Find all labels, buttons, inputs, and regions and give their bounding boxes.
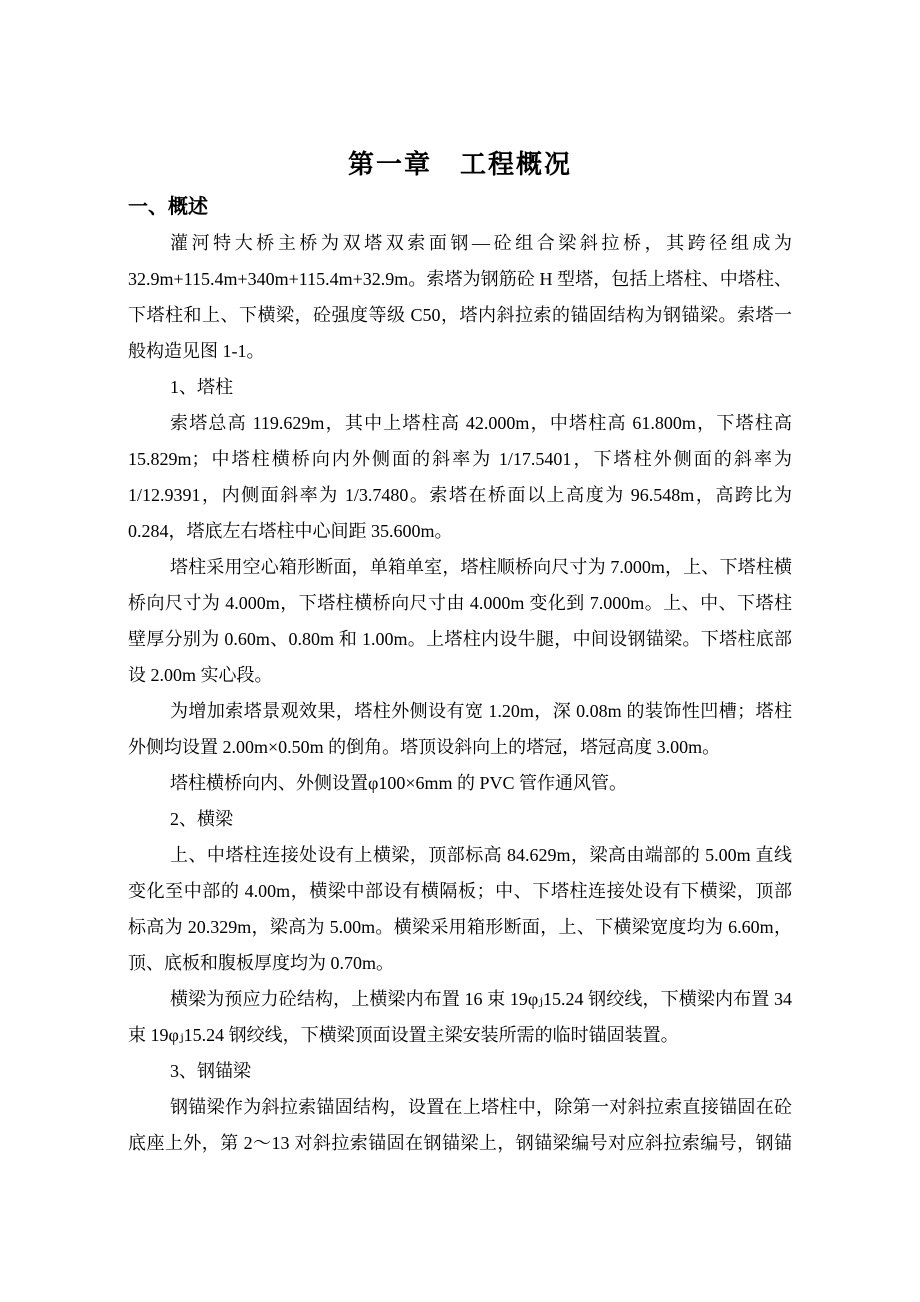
paragraph bbox=[128, 225, 792, 369]
text-line: 下塔柱和上、下横梁，砼强度等级 C50，塔内斜拉索的锚固结构为钢锚梁。索塔一 bbox=[128, 305, 792, 325]
text-line: 15.829m；中塔柱横桥向内外侧面的斜率为 1/17.5401，下塔柱外侧面的斜率为 bbox=[128, 449, 792, 469]
text-line: 2、横梁 bbox=[170, 809, 233, 829]
paragraph bbox=[128, 837, 792, 981]
document-body bbox=[128, 225, 792, 1161]
text-line: 1/12.9391，内侧面斜率为 1/3.7480。索塔在桥面以上高度为 96.548m，高跨比为 bbox=[128, 485, 792, 505]
subheading bbox=[128, 369, 792, 405]
text-line: 塔柱采用空心箱形断面，单箱单室，塔柱顺桥向尺寸为 7.000m，上、下塔柱横 bbox=[170, 557, 792, 577]
text-line: 设 2.00m 实心段。 bbox=[128, 665, 273, 685]
text-line: 上、中塔柱连接处设有上横梁，顶部标高 84.629m，梁高由端部的 5.00m 直线 bbox=[170, 845, 792, 865]
text-line: 标高为 20.329m，梁高为 5.00m。横梁采用箱形断面，上、下横梁宽度均为 6.60m， bbox=[128, 917, 792, 937]
text-line: 底座上外，第 2～13 对斜拉索锚固在钢锚梁上，钢锚梁编号对应斜拉索编号，钢锚 bbox=[128, 1133, 792, 1153]
text-line: 顶、底板和腹板厚度均为 0.70m。 bbox=[128, 953, 394, 973]
paragraph bbox=[128, 693, 792, 765]
section-heading: 一、概述 bbox=[128, 196, 208, 218]
text-line: 索塔总高 119.629m，其中上塔柱高 42.000m，中塔柱高 61.800m，下塔柱高 bbox=[170, 413, 792, 433]
text-line: 横梁为预应力砼结构，上横梁内布置 16 束 19φⱼ15.24 钢绞线，下横梁内布置 34 bbox=[170, 989, 792, 1009]
paragraph bbox=[128, 405, 792, 549]
text-line: 0.284，塔底左右塔柱中心间距 35.600m。 bbox=[128, 521, 453, 541]
text-line: 束 19φⱼ15.24 钢绞线，下横梁顶面设置主梁安装所需的临时锚固装置。 bbox=[128, 1025, 679, 1045]
chapter-title: 第一章 工程概况 bbox=[347, 150, 572, 179]
paragraph bbox=[128, 549, 792, 693]
text-line: 桥向尺寸为 4.000m，下塔柱横桥向尺寸由 4.000m 变化到 7.000m。上、中、下塔柱 bbox=[128, 593, 792, 613]
text-line: 壁厚分别为 0.60m、0.80m 和 1.00m。上塔柱内设牛腿，中间设钢锚梁。下塔柱底部 bbox=[128, 629, 792, 649]
text-line: 塔柱横桥向内、外侧设置φ100×6mm 的 PVC 管作通风管。 bbox=[170, 773, 628, 793]
text-line: 外侧均设置 2.00m×0.50m 的倒角。塔顶设斜向上的塔冠，塔冠高度 3.00m。 bbox=[128, 737, 721, 757]
text-line: 灌河特大桥主桥为双塔双索面钢—砼组合梁斜拉桥，其跨径组成为 bbox=[170, 233, 792, 253]
paragraph bbox=[128, 765, 792, 801]
text-line: 钢锚梁作为斜拉索锚固结构，设置在上塔柱中，除第一对斜拉索直接锚固在砼 bbox=[170, 1097, 792, 1117]
text-line: 为增加索塔景观效果，塔柱外侧设有宽 1.20m，深 0.08m 的装饰性凹槽；塔柱 bbox=[170, 701, 792, 721]
paragraph bbox=[128, 1089, 792, 1161]
text-line: 1、塔柱 bbox=[170, 377, 233, 397]
text-line: 般构造见图 1-1。 bbox=[128, 341, 265, 361]
text-line: 32.9m+115.4m+340m+115.4m+32.9m。索塔为钢筋砼 H 型塔，包括上塔柱、中塔柱、 bbox=[128, 269, 792, 289]
text-line: 3、钢锚梁 bbox=[170, 1061, 251, 1081]
paragraph bbox=[128, 981, 792, 1053]
subheading bbox=[128, 1053, 792, 1089]
text-line: 变化至中部的 4.00m，横梁中部设有横隔板；中、下塔柱连接处设有下横梁，顶部 bbox=[128, 881, 792, 901]
subheading bbox=[128, 801, 792, 837]
